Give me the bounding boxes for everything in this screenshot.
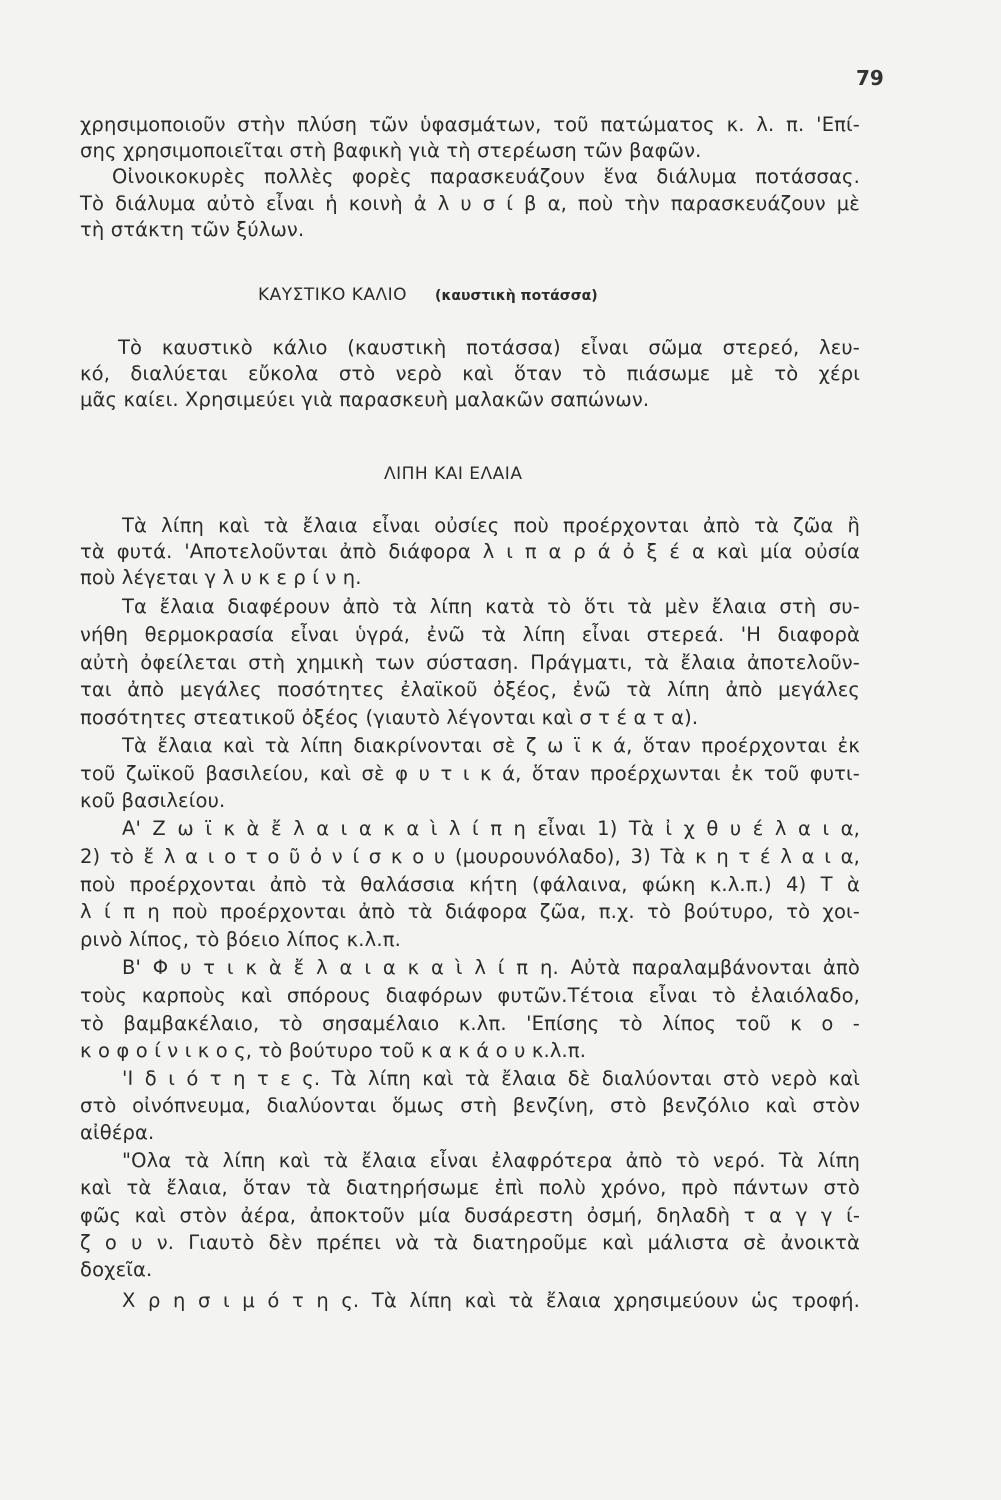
text-line: τοῦ ζωϊκοῦ βασιλείου, καὶ σὲ φ υ τ ι κ ά, ὅταν προέρχωνται ἐκ τοῦ φυτι- [80, 762, 860, 785]
text-line: λ ί π η ποὺ προέρχονται ἀπὸ τὰ διάφορα ζῶα, π.χ. τὸ βούτυρο, τὸ χοι- [80, 900, 860, 923]
text-line: αὐτὴ ὀφείλεται στὴ χημικὴ των σύσταση. Πράγματι, τὰ ἔλαια ἀποτελοῦν- [80, 651, 860, 674]
text-line: κ ο φ ο ί ν ι κ ο ς, τὸ βούτυρο τοῦ κ α κ ά ο υ κ.λ.π. [80, 1039, 587, 1062]
text-line: σης χρησιμοποιεῖται στὴ βαφικὴ γιὰ τὴ στερέωση τῶν βαφῶν. [80, 139, 702, 162]
text-line: Τὸ διάλυμα αὐτὸ εἶναι ἡ κοινὴ ἀ λ υ σ ί β α, ποὺ τὴν παρασκευάζουν μὲ [80, 192, 860, 215]
text-line: Τὸ καυστικὸ κάλιο (καυστικὴ ποτάσσα) εἶναι σῶμα στερεό, λευ- [118, 336, 860, 359]
text-line: ποσότητες στεατικοῦ ὀξέος (γιαυτὸ λέγονται καὶ σ τ έ α τ α). [80, 706, 699, 729]
text-line: ποὺ προέρχονται ἀπὸ τὰ θαλάσσια κήτη (φάλαινα, φώκη κ.λ.π.) 4) Τ ὰ [80, 873, 860, 896]
section-heading-caustic-potash [258, 285, 598, 305]
text-line: χρησιμοποιοῦν στὴν πλύση τῶν ὑφασμάτων, τοῦ πατώματος κ. λ. π. 'Επί- [80, 113, 860, 136]
text-line: αἰθέρα. [80, 1121, 155, 1144]
text-line: "Ολα τὰ λίπη καὶ τὰ ἔλαια εἶναι ἐλαφρότερα ἀπὸ τὸ νερό. Τὰ λίπη [122, 1149, 860, 1172]
text-line: τὸ βαμβακέλαιο, τὸ σησαμέλαιο κ.λπ. 'Επίσης τὸ λίπος τοῦ κ ο - [80, 1012, 860, 1035]
text-line: τὰ φυτά. 'Αποτελοῦνται ἀπὸ διάφορα λ ι π α ρ ά ὀ ξ έ α καὶ μία οὐσία [80, 540, 860, 563]
text-line: Οἰνοικοκυρὲς πολλὲς φορὲς παρασκευάζουν ἕνα διάλυμα ποτάσσας. [112, 165, 860, 188]
text-line: Χ ρ η σ ι μ ό τ η ς. Τὰ λίπη καὶ τὰ ἔλαια χρησιμεύουν ὡς τροφή. [122, 1289, 860, 1312]
text-line: Α' Ζ ω ϊ κ ὰ ἔ λ α ι α κ α ὶ λ ί π η εἶναι 1) Τὰ ἰ χ θ υ έ λ α ι α, [122, 817, 860, 840]
text-line: Τὰ ἔλαια καὶ τὰ λίπη διακρίνονται σὲ ζ ω ϊ κ ά, ὅταν προέρχονται ἐκ [122, 734, 860, 757]
heading-title: ΚΑΥΣΤΙΚΟ ΚΑΛΙΟ [258, 285, 408, 305]
section-heading-fats-oils: ΛΙΠΗ ΚΑΙ ΕΛΑΙΑ [384, 464, 523, 484]
text-line: Β' Φ υ τ ι κ ὰ ἔ λ α ι α κ α ὶ λ ί π η. Αὐτὰ παραλαμβάνονται ἀπὸ [122, 956, 860, 979]
heading-note: (καυστικὴ ποτάσσα) [435, 288, 598, 304]
text-line: ται ἀπὸ μεγάλες ποσότητες ἐλαϊκοῦ ὀξέος, ἐνῶ τὰ λίπη ἀπὸ μεγάλες [80, 678, 860, 701]
text-line: καὶ τὰ ἔλαια, ὅταν τὰ διατηρήσωμε ἐπὶ πολὺ χρόνο, πρὸ πάντων στὸ [80, 1176, 860, 1199]
text-line: ρινὸ λίπος, τὸ βόειο λίπος κ.λ.π. [80, 928, 401, 951]
text-line: 'Ι δ ι ό τ η τ ε ς. Τὰ λίπη καὶ τὰ ἔλαια δὲ διαλύονται στὸ νερὸ καὶ [122, 1067, 860, 1090]
text-line: Τὰ λίπη καὶ τὰ ἔλαια εἶναι οὐσίες ποὺ προέρχονται ἀπὸ τὰ ζῶα ἢ [122, 514, 860, 537]
text-line: στὸ οἰνόπνευμα, διαλύονται ὅμως στὴ βενζίνη, στὸ βενζόλιο καὶ στὸν [80, 1094, 860, 1117]
text-line: ποὺ λέγεται γ λ υ κ ε ρ ί ν η. [80, 566, 362, 589]
text-line: δοχεῖα. [80, 1258, 153, 1281]
text-line: κοῦ βασιλείου. [80, 789, 226, 812]
text-line: κό, διαλύεται εὔκολα στὸ νερὸ καὶ ὅταν τὸ πιάσωμε μὲ τὸ χέρι [80, 362, 860, 385]
text-line: Τα ἔλαια διαφέρουν ἀπὸ τὰ λίπη κατὰ τὸ ὅτι τὰ μὲν ἔλαια στὴ συ- [122, 595, 860, 618]
text-line: φῶς καὶ στὸν ἀέρα, ἀποκτοῦν μία δυσάρεστη ὀσμή, δηλαδὴ τ α γ γ ί- [80, 1204, 860, 1227]
text-line: τὴ στάκτη τῶν ξύλων. [80, 218, 305, 241]
text-line: τοὺς καρποὺς καὶ σπόρους διαφόρων φυτῶν.Τέτοια εἶναι τὸ ἐλαιόλαδο, [80, 984, 860, 1007]
text-line: μᾶς καίει. Χρησιμεύει γιὰ παρασκευὴ μαλακῶν σαπώνων. [80, 388, 650, 411]
text-line: ζ ο υ ν. Γιαυτὸ δὲν πρέπει νὰ τὰ διατηροῦμε καὶ μάλιστα σὲ ἀνοικτὰ [80, 1231, 860, 1254]
text-line: νήθη θερμοκρασία εἶναι ὑγρά, ἐνῶ τὰ λίπη εἶναι στερεά. 'Η διαφορὰ [80, 623, 860, 646]
page-number: 79 [856, 66, 884, 90]
text-line: 2) τὸ ἔ λ α ι ο τ ο ῦ ὀ ν ί σ κ ο υ (μουρουνόλαδο), 3) Τὰ κ η τ έ λ α ι α, [80, 845, 860, 868]
